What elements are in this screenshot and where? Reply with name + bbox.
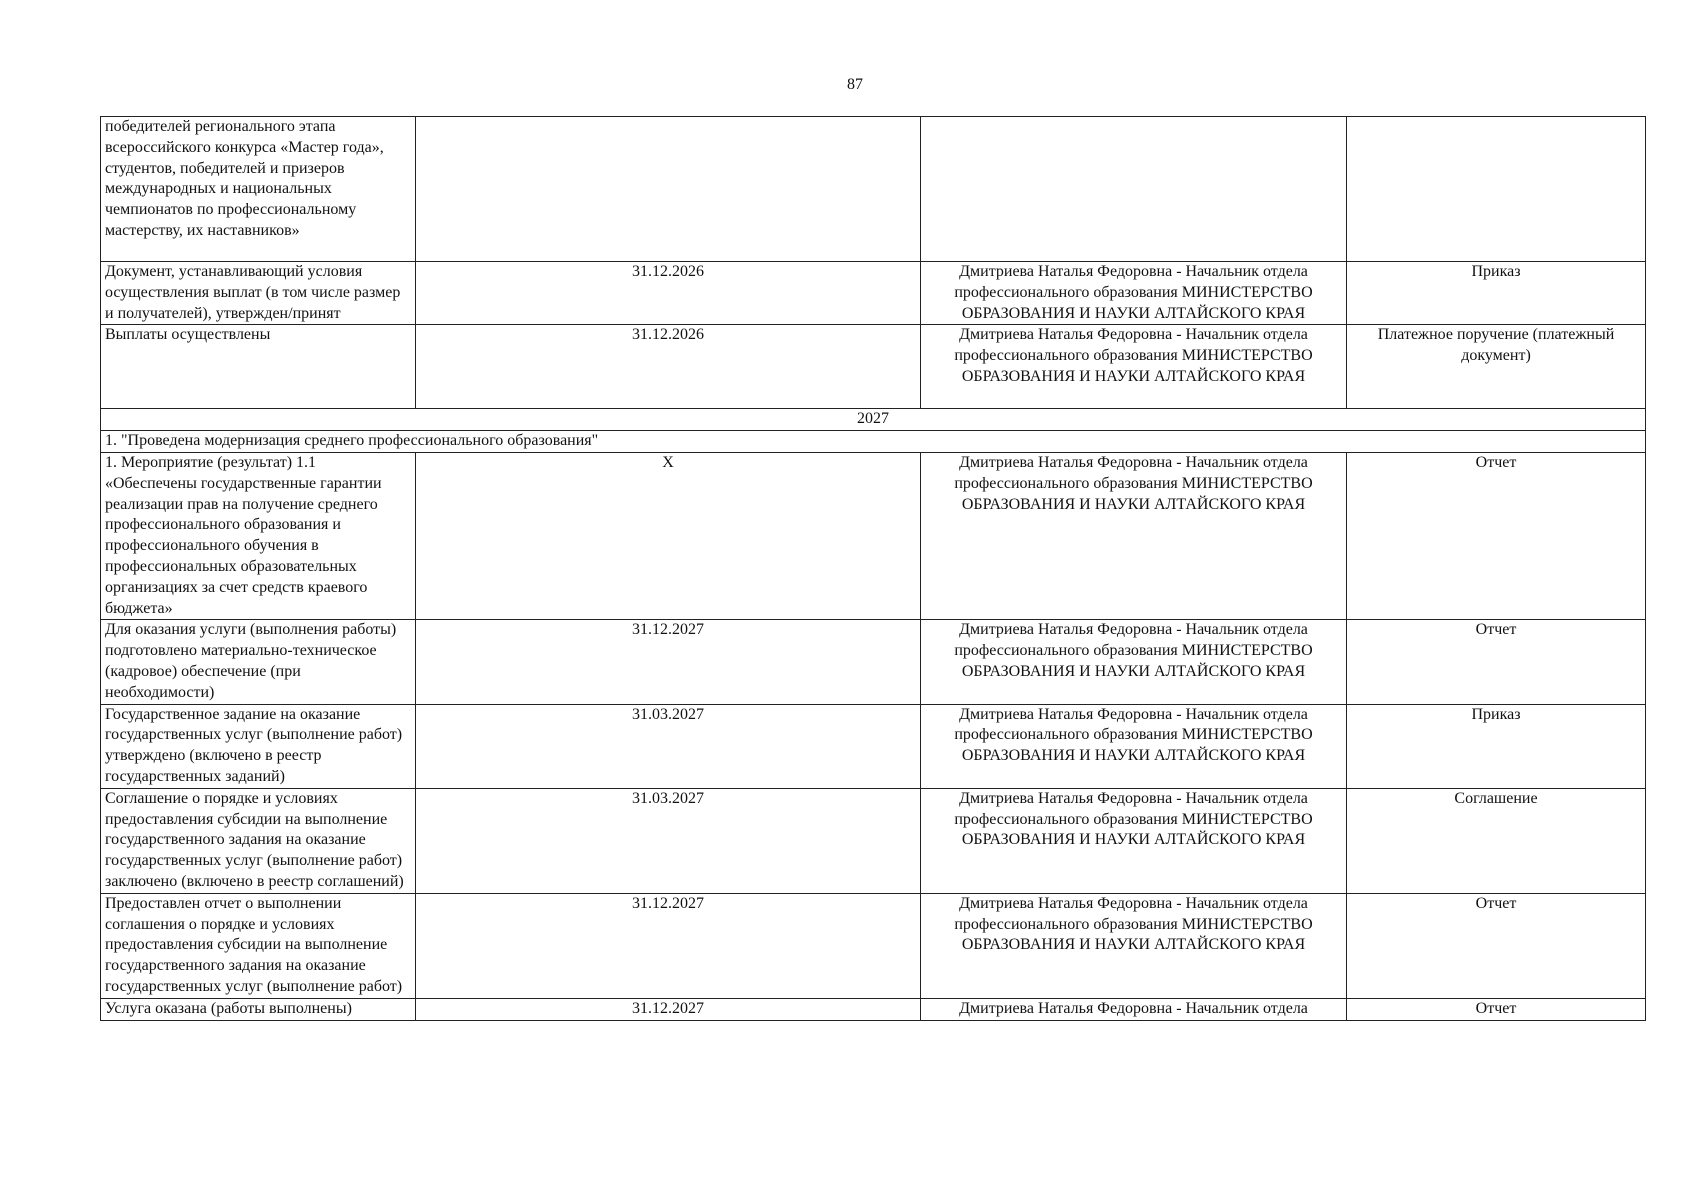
row-name: Предоставлен отчет о выполнении соглашения о порядке и условиях предоставления субсидии на выполнение государственного задания на оказание государственных услуг (выполнение работ) [101, 893, 416, 998]
year-row [101, 409, 1646, 431]
section-row [101, 431, 1646, 453]
row-responsible: Дмитриева Наталья Федоровна - Начальник отдела профессионального образования МИНИСТЕРСТВО ОБРАЗОВАНИЯ И НАУКИ АЛТАЙСКОГО КРАЯ [921, 704, 1347, 788]
row-date: X [416, 452, 921, 619]
row-date: 31.12.2026 [416, 262, 921, 325]
row-document: Приказ [1347, 262, 1646, 325]
row-document: Отчет [1347, 452, 1646, 619]
row-date [416, 117, 921, 262]
row-document: Приказ [1347, 704, 1646, 788]
page-number: 87 [847, 76, 863, 93]
row-date: 31.03.2027 [416, 704, 921, 788]
row-name: победителей регионального этапа всероссийского конкурса «Мастер года», студентов, победителей и призеров международных и национальных чемпионатов по профессиональному мастерству, их наставников» [101, 117, 416, 262]
row-responsible: Дмитриева Наталья Федоровна - Начальник отдела профессионального образования МИНИСТЕРСТВО ОБРАЗОВАНИЯ И НАУКИ АЛТАЙСКОГО КРАЯ [921, 893, 1347, 998]
table-row [101, 325, 1646, 409]
year-header: 2027 [101, 409, 1646, 431]
row-responsible: Дмитриева Наталья Федоровна - Начальник отдела [921, 998, 1347, 1020]
row-document: Отчет [1347, 998, 1646, 1020]
table-row [101, 788, 1646, 893]
table-row [101, 117, 1646, 262]
row-date: 31.12.2027 [416, 998, 921, 1020]
row-name: Документ, устанавливающий условия осуществления выплат (в том числе размер и получателей), утвержден/принят [101, 262, 416, 325]
row-date: 31.03.2027 [416, 788, 921, 893]
row-responsible [921, 117, 1347, 262]
row-document: Отчет [1347, 893, 1646, 998]
row-document: Отчет [1347, 620, 1646, 704]
row-name: 1. Мероприятие (результат) 1.1 «Обеспечены государственные гарантии реализации прав на получение среднего профессионального образования и профессионального обучения в профессиональных образовательных организациях за счет средств краевого бюджета» [101, 452, 416, 619]
row-date: 31.12.2026 [416, 325, 921, 409]
row-date: 31.12.2027 [416, 620, 921, 704]
row-responsible: Дмитриева Наталья Федоровна - Начальник отдела профессионального образования МИНИСТЕРСТВО ОБРАЗОВАНИЯ И НАУКИ АЛТАЙСКОГО КРАЯ [921, 452, 1347, 619]
table-row [101, 452, 1646, 619]
table-row [101, 998, 1646, 1020]
row-name: Соглашение о порядке и условиях предоставления субсидии на выполнение государственного задания на оказание государственных услуг (выполнение работ) заключено (включено в реестр соглашений) [101, 788, 416, 893]
row-responsible: Дмитриева Наталья Федоровна - Начальник отдела профессионального образования МИНИСТЕРСТВО ОБРАЗОВАНИЯ И НАУКИ АЛТАЙСКОГО КРАЯ [921, 788, 1347, 893]
row-name: Услуга оказана (работы выполнены) [101, 998, 416, 1020]
section-title: 1. "Проведена модернизация среднего профессионального образования" [101, 431, 1646, 453]
row-responsible: Дмитриева Наталья Федоровна - Начальник отдела профессионального образования МИНИСТЕРСТВО ОБРАЗОВАНИЯ И НАУКИ АЛТАЙСКОГО КРАЯ [921, 262, 1347, 325]
table-row [101, 893, 1646, 998]
row-document: Платежное поручение (платежный документ) [1347, 325, 1646, 409]
row-name: Для оказания услуги (выполнения работы) подготовлено материально-техническое (кадровое) обеспечение (при необходимости) [101, 620, 416, 704]
table-row [101, 704, 1646, 788]
row-document [1347, 117, 1646, 262]
row-name: Выплаты осуществлены [101, 325, 416, 409]
row-date: 31.12.2027 [416, 893, 921, 998]
row-document: Соглашение [1347, 788, 1646, 893]
table-row [101, 620, 1646, 704]
table-row [101, 262, 1646, 325]
row-responsible: Дмитриева Наталья Федоровна - Начальник отдела профессионального образования МИНИСТЕРСТВО ОБРАЗОВАНИЯ И НАУКИ АЛТАЙСКОГО КРАЯ [921, 620, 1347, 704]
row-name: Государственное задание на оказание государственных услуг (выполнение работ) утверждено (включено в реестр государственных заданий) [101, 704, 416, 788]
plan-table [100, 116, 1646, 1021]
row-responsible: Дмитриева Наталья Федоровна - Начальник отдела профессионального образования МИНИСТЕРСТВО ОБРАЗОВАНИЯ И НАУКИ АЛТАЙСКОГО КРАЯ [921, 325, 1347, 409]
